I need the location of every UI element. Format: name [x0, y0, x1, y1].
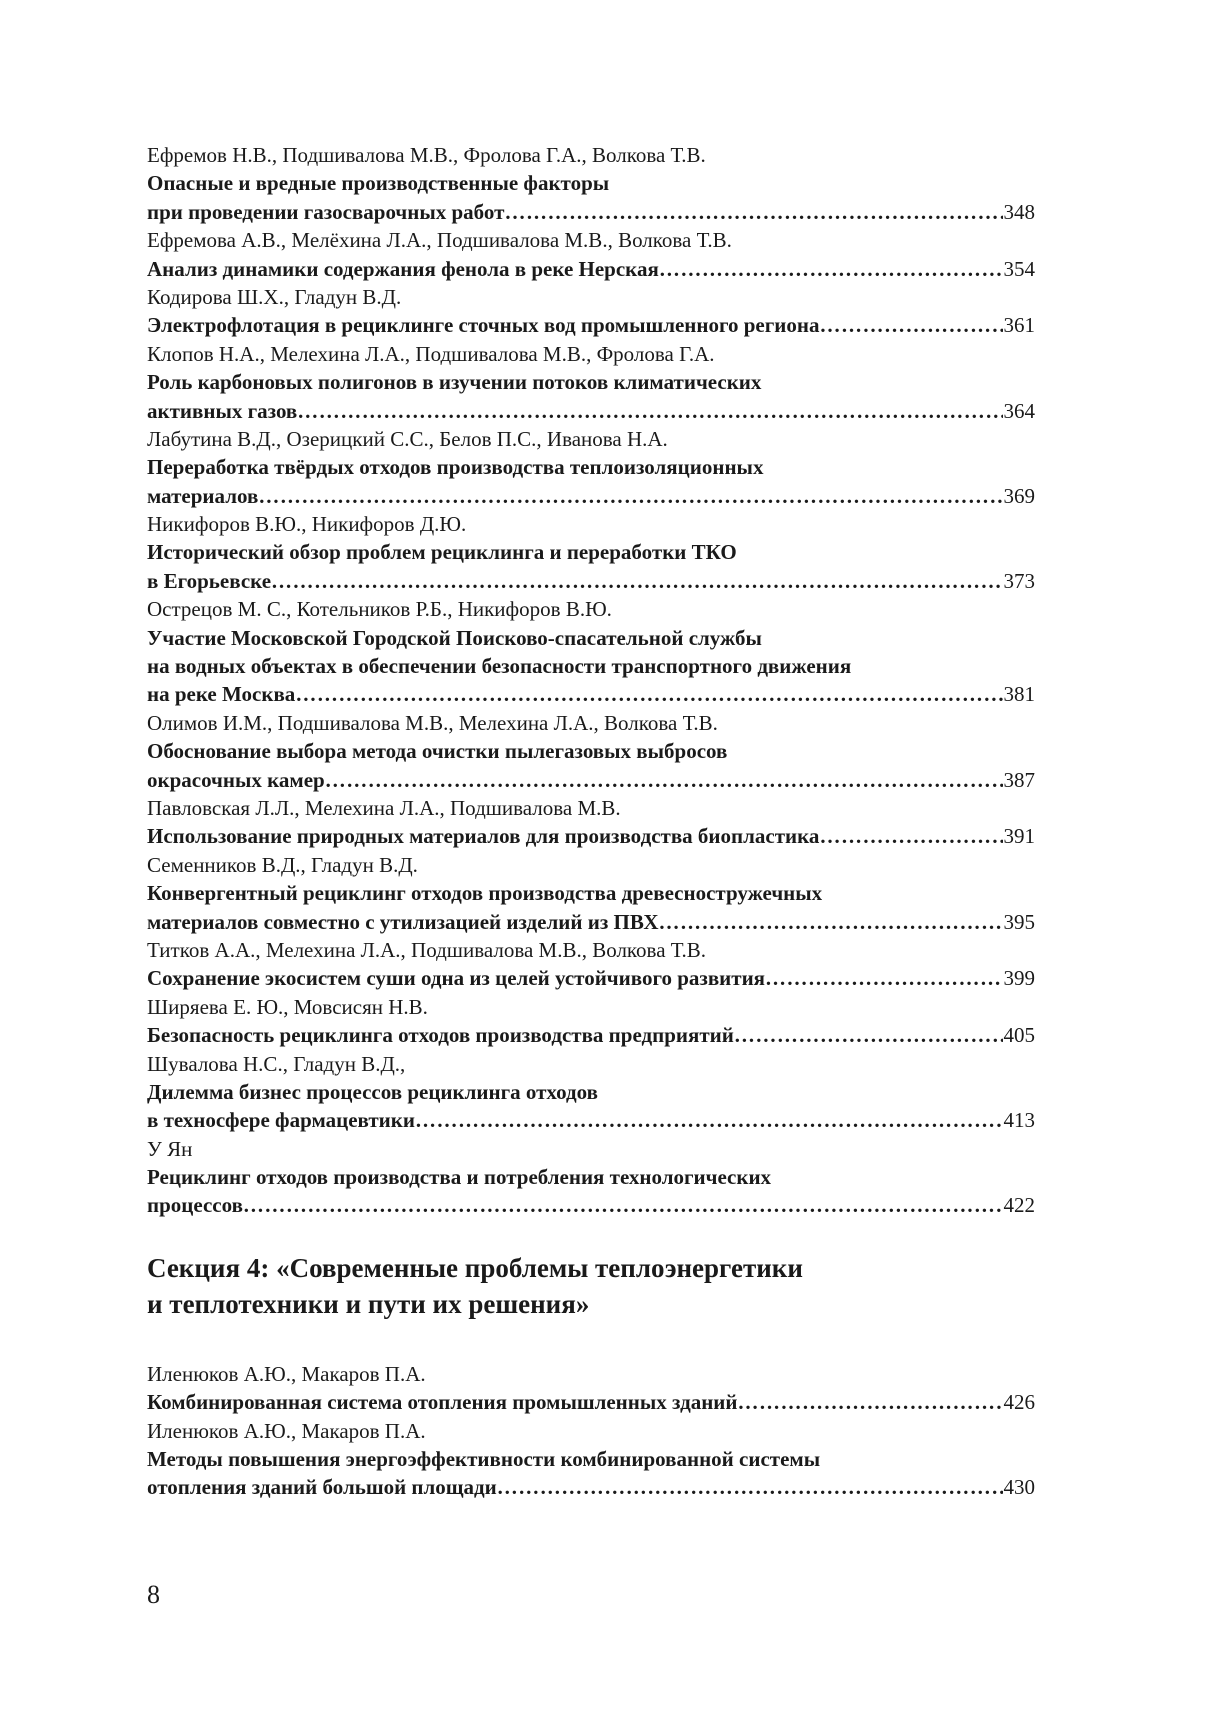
toc-entry-authors: Иленюков А.Ю., Макаров П.А.: [147, 1418, 426, 1443]
toc-entry-page: 430: [1003, 1475, 1035, 1500]
toc-entry-authors: Ширяева Е. Ю., Мовсисян Н.В.: [147, 994, 428, 1019]
toc-entry: [147, 340, 1035, 425]
toc-entry-page: 391: [1003, 824, 1035, 849]
toc-entry-authors: Лабутина В.Д., Озерицкий С.С., Белов П.С., Иванова Н.А.: [147, 426, 668, 451]
toc-entry: [147, 595, 1035, 709]
dot-leader: [738, 1388, 1003, 1416]
toc-entry: [147, 283, 1035, 340]
toc-entry-title-line: материалов совместно с утилизацией изделий из ПВХ: [147, 909, 659, 934]
toc-entry: [147, 1135, 1035, 1220]
toc-entry-title-line: процессов: [147, 1193, 243, 1218]
toc-entry-leader-line: [147, 822, 1035, 850]
dot-leader: [271, 567, 1002, 595]
dot-leader: [820, 311, 1003, 339]
toc-entry-page: 395: [1003, 909, 1035, 934]
toc-entry: [147, 1417, 1035, 1502]
toc-entry-title-line: Сохранение экосистем суши одна из целей устойчивого развития: [147, 966, 766, 991]
dot-leader: [243, 1191, 1003, 1219]
toc-entry-title-line: Использование природных материалов для производства биопластика: [147, 824, 820, 849]
toc-entry-page: 364: [1003, 398, 1035, 423]
toc-entry-page: 399: [1003, 966, 1035, 991]
toc-entry-leader-line: [147, 198, 1035, 226]
toc-entry-page: 373: [1003, 568, 1035, 593]
toc-entry-title-line: Роль карбоновых полигонов в изучении потоков климатических: [147, 370, 762, 395]
toc-entry: [147, 794, 1035, 851]
dot-leader: [415, 1106, 1003, 1134]
toc-entry-title-line: Участие Московской Городской Поисково-спасательной службы: [147, 625, 762, 650]
toc-entry-leader-line: [147, 311, 1035, 339]
toc-entry-title-line: Анализ динамики содержания фенола в реке Нерская: [147, 256, 659, 281]
toc-entry-authors: Семенников В.Д., Гладун В.Д.: [147, 852, 418, 877]
toc-entry-title-line: Дилемма бизнес процессов рециклинга отходов: [147, 1079, 598, 1104]
dot-leader: [295, 680, 1002, 708]
toc-entry-title-line: в Егорьевске: [147, 568, 272, 593]
toc-entry-title-line: при проведении газосварочных работ: [147, 199, 505, 224]
section-heading: [147, 1250, 1035, 1322]
table-of-contents: [147, 141, 1035, 1502]
toc-entry-page: 413: [1003, 1108, 1035, 1133]
dot-leader: [734, 1021, 1003, 1049]
toc-entry-authors: Титков А.А., Мелехина Л.А., Подшивалова М.В., Волкова Т.В.: [147, 937, 707, 962]
toc-entry-authors: Острецов М. С., Котельников Р.Б., Никифоров В.Ю.: [147, 597, 612, 622]
dot-leader: [297, 397, 1002, 425]
toc-entry: [147, 425, 1035, 510]
toc-entry-authors: Никифоров В.Ю., Никифоров Д.Ю.: [147, 512, 467, 537]
toc-entry-authors: Иленюков А.Ю., Макаров П.А.: [147, 1361, 426, 1386]
toc-entry: [147, 709, 1035, 794]
dot-leader: [659, 908, 1003, 936]
dot-leader: [765, 964, 1002, 992]
toc-entry-authors: Шувалова Н.С., Гладун В.Д.,: [147, 1051, 406, 1076]
toc-entry-title-line: Электрофлотация в рециклинге сточных вод промышленного региона: [147, 313, 820, 338]
dot-leader: [258, 482, 1002, 510]
toc-entry: [147, 1360, 1035, 1417]
toc-entry-title-line: материалов: [147, 483, 259, 508]
toc-entry-title-line: окрасочных камер: [147, 767, 325, 792]
section-heading-line: и теплотехники и пути их решения»: [147, 1288, 590, 1319]
toc-entry-leader-line: [147, 1021, 1035, 1049]
toc-entry-page: 354: [1003, 256, 1035, 281]
toc-entry-title-line: отопления зданий большой площади: [147, 1475, 497, 1500]
toc-entry-title-line: Безопасность рециклинга отходов производства предприятий: [147, 1023, 734, 1048]
toc-entry: [147, 1050, 1035, 1135]
toc-entry-authors: Клопов Н.А., Мелехина Л.А., Подшивалова М.В., Фролова Г.А.: [147, 341, 715, 366]
toc-entry-title-line: в техносфере фармацевтики: [147, 1108, 415, 1133]
toc-entry-page: 381: [1003, 682, 1035, 707]
toc-entry-authors: Олимов И.М., Подшивалова М.В., Мелехина Л.А., Волкова Т.В.: [147, 710, 718, 735]
toc-entry-leader-line: [147, 255, 1035, 283]
toc-entry-page: 387: [1003, 767, 1035, 792]
toc-entry-title-line: активных газов: [147, 398, 298, 423]
toc-entry-page: 405: [1003, 1023, 1035, 1048]
dot-leader: [325, 766, 1003, 794]
toc-entry-title-line: на водных объектах в обеспечении безопасности транспортного движения: [147, 654, 852, 679]
toc-entry-page: 361: [1003, 313, 1035, 338]
toc-entry-leader-line: [147, 1473, 1035, 1501]
toc-entry-leader-line: [147, 1191, 1035, 1219]
toc-entry-title-line: Конвергентный рециклинг отходов производства древесностружечных: [147, 881, 823, 906]
toc-entry-title-line: Исторический обзор проблем рециклинга и переработки ТКО: [147, 540, 737, 565]
toc-entry-leader-line: [147, 964, 1035, 992]
toc-entry: [147, 851, 1035, 936]
toc-entry-leader-line: [147, 1388, 1035, 1416]
toc-entry-title-line: на реке Москва: [147, 682, 296, 707]
toc-entry: [147, 936, 1035, 993]
toc-entry-page: 426: [1003, 1390, 1035, 1415]
dot-leader: [659, 255, 1003, 283]
toc-entry-authors: Кодирова Ш.Х., Гладун В.Д.: [147, 284, 402, 309]
page-number: 8: [147, 1580, 160, 1609]
toc-entry-title-line: Комбинированная система отопления промышленных зданий: [147, 1390, 738, 1415]
toc-entry-title-line: Методы повышения энергоэффективности комбинированной системы: [147, 1447, 821, 1472]
toc-entry-authors: Павловская Л.Л., Мелехина Л.А., Подшивалова М.В.: [147, 795, 621, 820]
toc-entries-group: [147, 1360, 1035, 1502]
toc-entry-title-line: Рециклинг отходов производства и потребления технологических: [147, 1165, 772, 1190]
toc-entry-title-line: Обоснование выбора метода очистки пылегазовых выбросов: [147, 739, 728, 764]
dot-leader: [819, 822, 1002, 850]
toc-entry-page: 348: [1003, 199, 1035, 224]
toc-entry-title-line: Переработка твёрдых отходов производства теплоизоляционных: [147, 455, 764, 480]
toc-entry-authors: Ефремов Н.В., Подшивалова М.В., Фролова Г.А., Волкова Т.В.: [147, 143, 706, 167]
toc-entry: [147, 226, 1035, 283]
toc-entries-group: [147, 141, 1035, 1220]
toc-entry-leader-line: [147, 908, 1035, 936]
toc-entry-leader-line: [147, 567, 1035, 595]
dot-leader: [497, 1473, 1003, 1501]
toc-entry: [147, 993, 1035, 1050]
toc-entry-page: 422: [1003, 1193, 1035, 1218]
toc-entry-leader-line: [147, 680, 1035, 708]
toc-entry-authors: Ефремова А.В., Мелёхина Л.А., Подшивалова М.В., Волкова Т.В.: [147, 228, 732, 253]
toc-entry-leader-line: [147, 397, 1035, 425]
toc-entry-page: 369: [1003, 483, 1035, 508]
section-heading-line: Секция 4: «Современные проблемы теплоэнергетики: [147, 1252, 803, 1283]
toc-entry: [147, 141, 1035, 226]
toc-entry-leader-line: [147, 1106, 1035, 1134]
toc-entry-leader-line: [147, 482, 1035, 510]
toc-entry-leader-line: [147, 766, 1035, 794]
dot-leader: [504, 198, 1002, 226]
toc-entry-title-line: Опасные и вредные производственные факторы: [147, 171, 610, 196]
toc-entry-authors: У Ян: [147, 1136, 193, 1161]
toc-entry: [147, 510, 1035, 595]
